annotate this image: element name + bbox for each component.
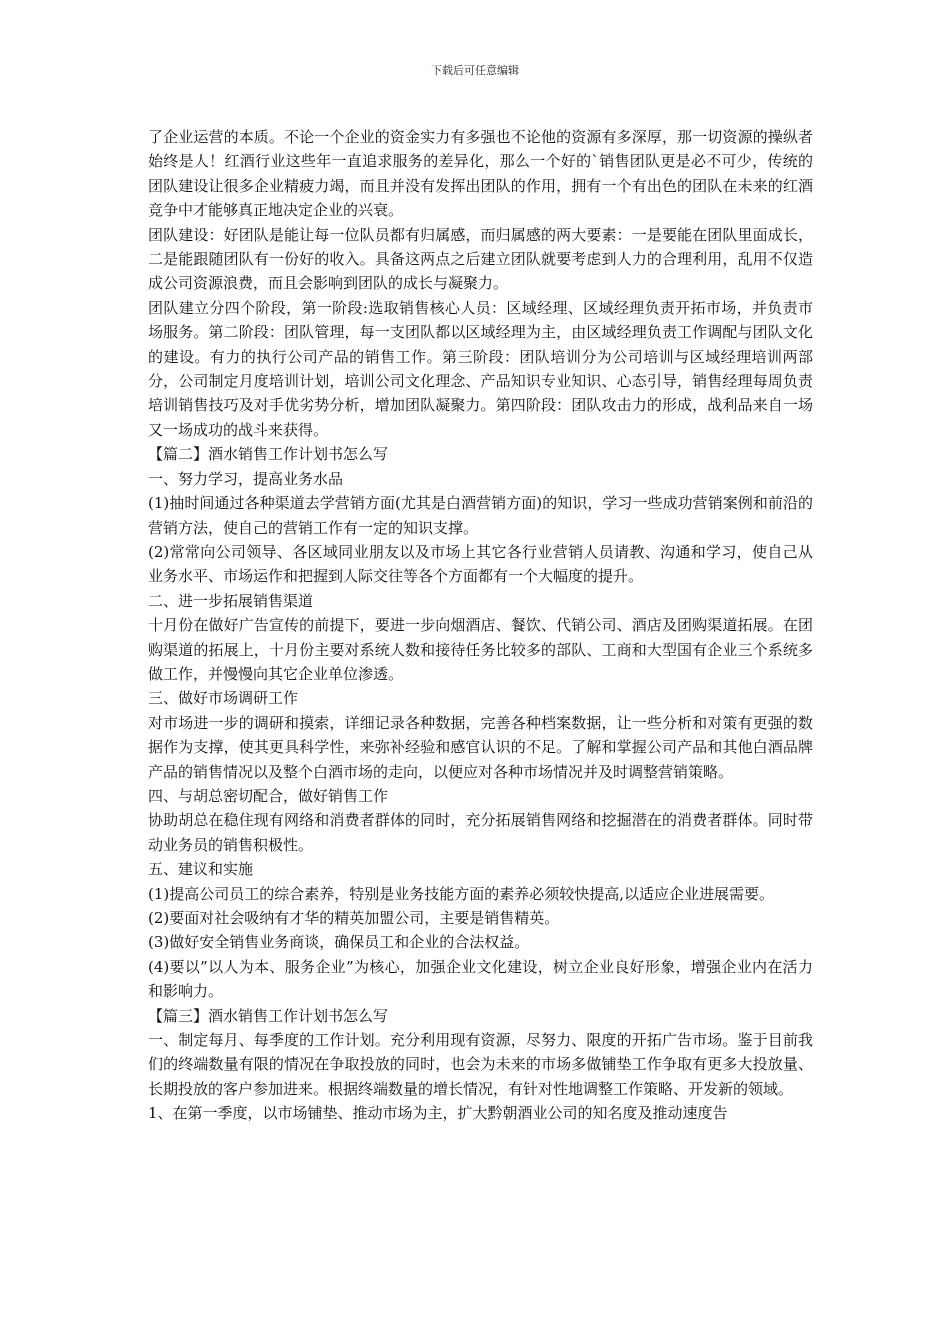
list-item-suggestion-1: (1)提高公司员工的综合素养，特别是业务技能方面的素养必须较快提高,以适应企业进展需要。 [148,884,775,903]
paragraph-cooperation: 协助胡总在稳住现有网络和消费者群体的同时，充分拓展销售网络和挖掘潜在的消费者群体。同时带动业务员的销售积极性。 [148,811,813,854]
paragraph-team-stages: 团队建立分四个阶段，第一阶段:选取销售核心人员：区域经理、区域经理负责开拓市场，并负责市场服务。第二阶段：团队管理，每一支团队都以区域经理为主，由区域经理负责工作调配与团队文化的建设。有力的执行公司产品的销售工作。第三阶段：团队培训分为公司培训与区域经理培训两部分，公司制定月度培训计划，培训公司文化理念、产品知识专业知识、心态引导，销售经理每周负责培训销售技巧及对手优劣势分析，增加团队凝聚力。第四阶段：团队攻击力的形成，战利品来自一场又一场成功的战斗来获得。 [148,298,813,439]
list-item-suggestion-2: (2)要面对社会吸纳有才华的精英加盟公司，主要是销售精英。 [148,909,560,927]
subheading-study: 一、努力学习，提高业务水品 [148,469,344,488]
list-item-study-2: (2)常常向公司领导、各区域同业朋友以及市场上其它各行业营销人员请教、沟通和学习，使自己从业务水平、市场运作和把握到人际交往等各个方面都有一个大幅度的提升。 [148,542,813,586]
paragraph-channels: 十月份在做好广告宣传的前提下，要进一步向烟酒店、餐饮、代销公司、酒店及团购渠道拓展。在团购渠道的拓展上，十月份主要对系统人数和接待任务比较多的部队、工商和大型国有企业三个系统多做工作，并慢慢向其它企业单位渗透。 [148,616,813,683]
list-item-first-quarter: 1、在第一季度，以市场铺垫、推动市场为主，扩大黔朝酒业公司的知名度及推动速度告 [148,1104,728,1123]
page-header: 下载后可任意编辑 [431,64,519,77]
subheading-channels: 二、进一步拓展销售渠道 [148,591,314,610]
list-item-suggestion-4: (4)要以”以人为本、服务企业”为核心，加强企业文化建设，树立企业良好形象，增强企业内在活力和影响力。 [148,957,813,1001]
subheading-suggestions: 五、建议和实施 [148,860,254,879]
paragraph-intro-continued: 了企业运营的本质。不论一个企业的资金实力有多强也不论他的资源有多深厚，那一切资源的操纵者始终是人！红酒行业这些年一直追求服务的差异化，那么一个好的`销售团队更是必不可少，传统的团队建设让很多企业精疲力竭，而且并没有发挥出团队的作用，拥有一个有出色的团队在未来的红酒竞争中才能够真正地决定企业的兴衰。 [148,128,813,220]
subheading-cooperation: 四、与胡总密切配合，做好销售工作 [148,786,389,805]
list-item-study-1: (1)抽时间通过各种渠道去学营销方面(尤其是白酒营销方面)的知识，学习一些成功营销案例和前沿的营销方法，使自己的营销工作有一定的知识支撑。 [148,494,813,537]
document-body [148,125,813,1126]
paragraph-research: 对市场进一步的调研和摸索，详细记录各种数据，完善各种档案数据，让一些分析和对策有更强的数据作为支撑，使其更具科学性，来弥补经验和感官认识的不足。了解和掌握公司产品和其他白酒品牌产品的销售情况以及整个白酒市场的走向，以便应对各种市场情况并及时调整营销策略。 [148,713,813,781]
section-heading-part-three: 【篇三】酒水销售工作计划书怎么写 [148,1006,389,1025]
paragraph-monthly-plan: 一、制定每月、每季度的工作计划。充分利用现有资源，尽努力、限度的开拓广告市场。鉴于目前我们的终端数量有限的情况在争取投放的同时，也会为未来的市场多做铺垫工作争取有更多大投放量、长期投放的客户参加进来。根据终端数量的增长情况，有针对性地调整工作策略、开发新的领域。 [148,1031,813,1098]
list-item-suggestion-3: (3)做好安全销售业务商谈，确保员工和企业的合法权益。 [148,933,530,952]
section-heading-part-two: 【篇二】酒水销售工作计划书怎么写 [148,445,389,464]
subheading-research: 三、做好市场调研工作 [148,689,299,708]
paragraph-team-building: 团队建设：好团队是能让每一位队员都有归属感，而归属感的两大要素：一是要能在团队里面成长，二是能跟随团队有一份好的收入。具备这两点之后建立团队就要考虑到人力的合理利用，乱用不仅造成公司资源浪费，而且会影响到团队的成长与凝聚力。 [148,225,813,293]
